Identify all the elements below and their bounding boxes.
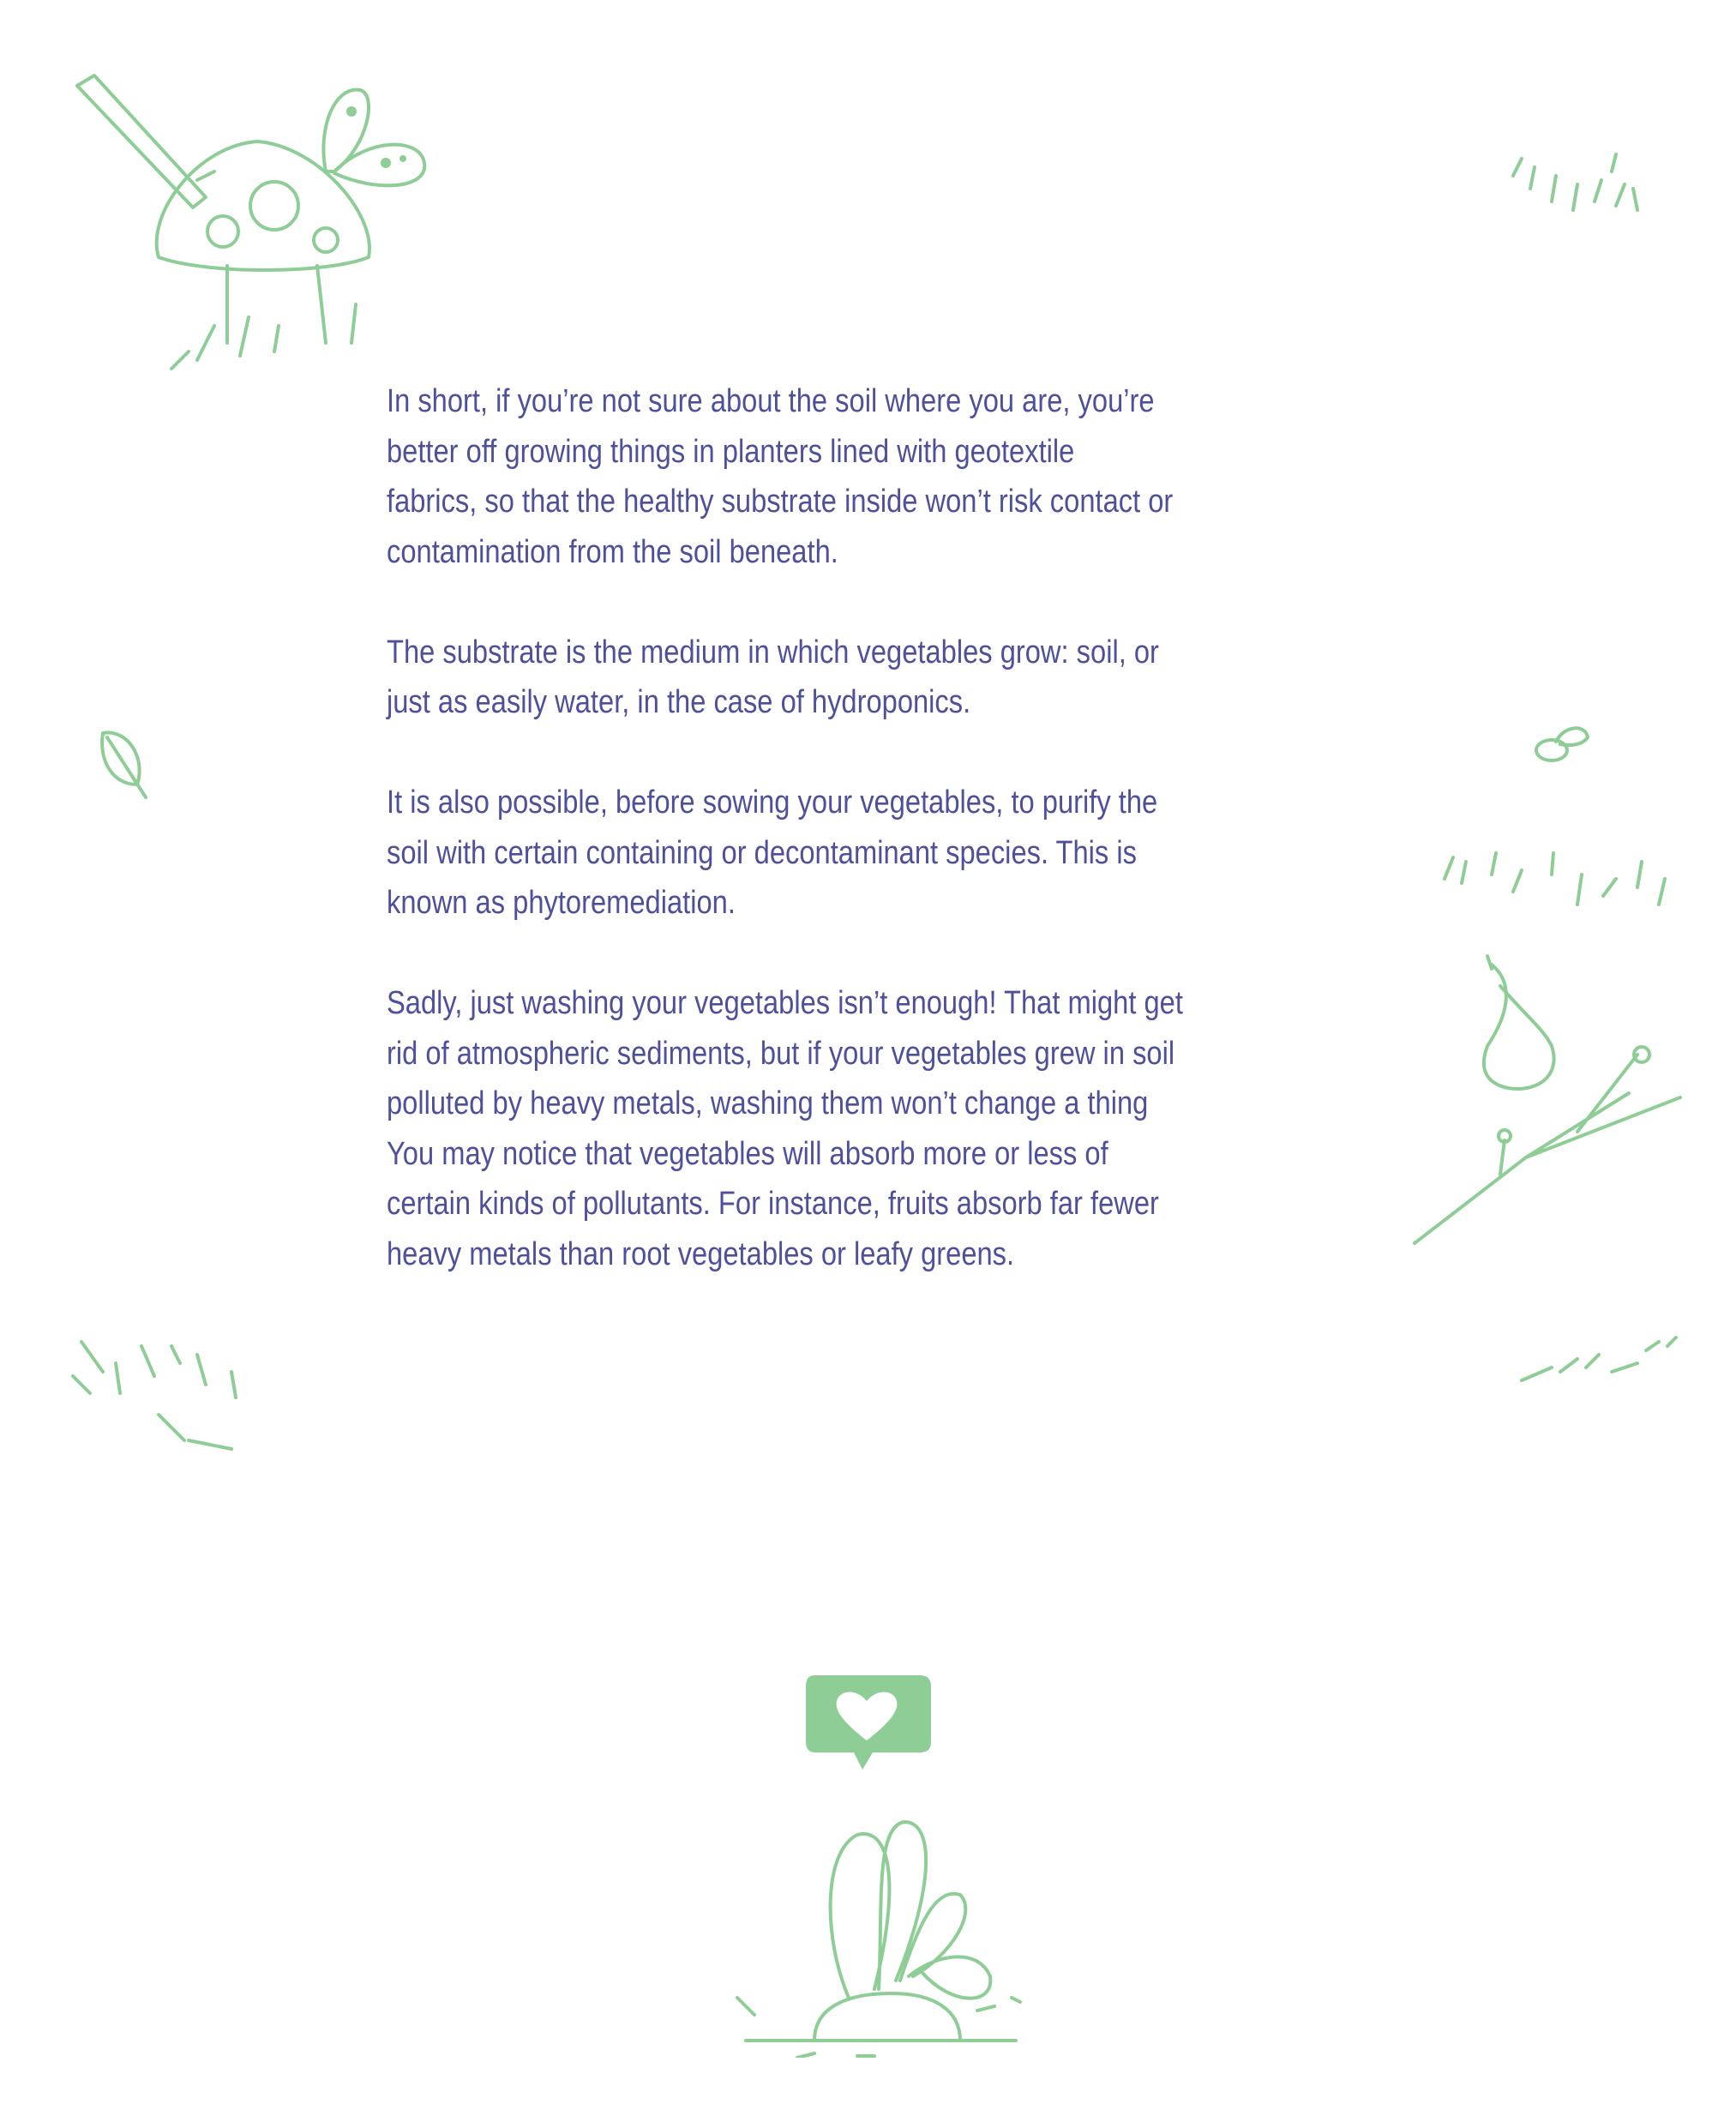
text-line: rid of atmospheric sediments, but if your vegetables grew in soil <box>387 1035 1175 1072</box>
paragraph-1 <box>387 376 1308 577</box>
text-line: better off growing things in planters lined with geotextile <box>387 433 1075 470</box>
grass-icon <box>69 1338 249 1466</box>
text-line: The substrate is the medium in which vegetables grow: soil, or <box>387 634 1159 670</box>
text-line: heavy metals than root vegetables or leafy greens. <box>387 1235 1015 1272</box>
heart-speech-bubble-icon <box>804 1674 933 1776</box>
article-text <box>387 376 1308 1330</box>
text-line: known as phytoremediation. <box>387 885 736 921</box>
text-line: certain kinds of pollutants. For instance, fruits absorb far fewer <box>387 1186 1159 1222</box>
text-line: polluted by heavy metals, washing them won’t change a thing <box>387 1085 1149 1121</box>
text-line: In short, if you’re not sure about the soil where you are, you’re <box>387 383 1155 419</box>
pear-branch-illustration <box>1406 952 1689 1247</box>
grass-icon <box>1509 150 1646 219</box>
text-line: You may notice that vegetables will absorb more or less of <box>387 1135 1108 1172</box>
paragraph-4 <box>387 978 1308 1279</box>
text-line: contamination from the soil beneath. <box>387 533 838 570</box>
paragraph-2 <box>387 628 1308 728</box>
bee-icon <box>1526 720 1595 772</box>
grass-icon <box>1517 1333 1680 1385</box>
turnip-illustration <box>729 1783 1037 2058</box>
grass-icon <box>1440 845 1672 913</box>
leaf-icon <box>94 724 154 802</box>
text-line: soil with certain containing or decontaminant species. This is <box>387 834 1137 871</box>
text-line: It is also possible, before sowing your vegetables, to purify the <box>387 784 1158 821</box>
text-line: Sadly, just washing your vegetables isn’t enough! That might get <box>387 985 1183 1021</box>
paragraph-3 <box>387 778 1308 929</box>
text-line: just as easily water, in the case of hydroponics. <box>387 684 971 720</box>
text-line: fabrics, so that the healthy substrate inside won’t risk contact or <box>387 484 1174 520</box>
butterfly-icon <box>300 77 437 197</box>
